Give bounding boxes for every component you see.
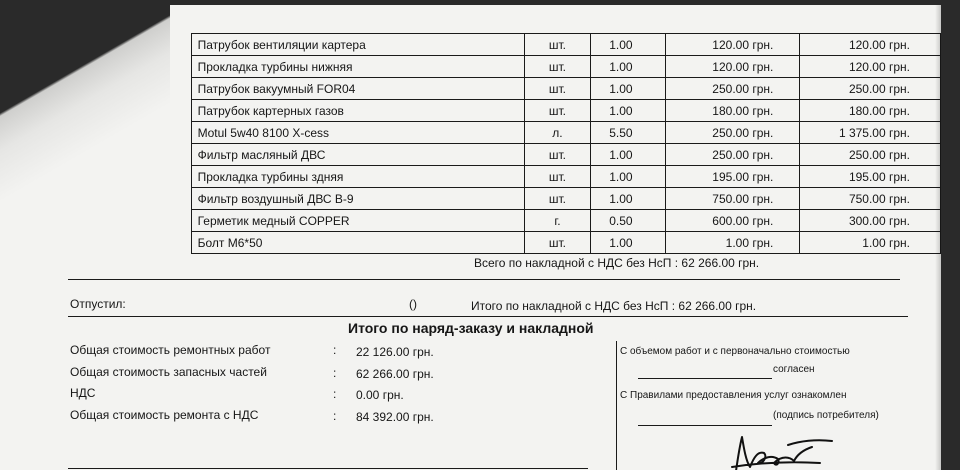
summary-value-works: 22 126.00 грн. (356, 345, 434, 359)
divider-line (68, 279, 900, 280)
item-sum-cell: 250.00 грн. (800, 78, 941, 100)
table-row (68, 122, 941, 144)
row-number-cell (68, 34, 191, 56)
invoice-total-2: Итого по накладной с НДС без НсП : 62 266.00 грн. (471, 299, 757, 313)
summary-value-vat: 0.00 грн. (356, 388, 404, 402)
item-price-cell: 120.00 грн. (665, 34, 799, 56)
item-price-cell: 600.00 грн. (665, 210, 799, 232)
item-qty-cell: 1.00 (591, 34, 666, 56)
handwritten-signature-icon (728, 427, 838, 470)
row-number-cell (68, 100, 191, 122)
signature-line (638, 378, 772, 379)
table-row (68, 210, 941, 232)
item-unit-cell: шт. (524, 144, 591, 166)
item-name-cell: Герметик медный COPPER (191, 210, 524, 232)
paper-sheet (0, 5, 941, 470)
item-sum-cell: 120.00 грн. (800, 56, 941, 78)
item-unit-cell: шт. (524, 188, 591, 210)
item-name-cell: Motul 5w40 8100 X-cess (191, 122, 524, 144)
row-number-cell (68, 232, 191, 254)
item-price-cell: 750.00 грн. (665, 188, 799, 210)
item-qty-cell: 1.00 (591, 232, 666, 254)
summary-colon: : (333, 343, 337, 357)
item-unit-cell: л. (524, 122, 591, 144)
item-unit-cell: шт. (524, 100, 591, 122)
item-sum-cell: 250.00 грн. (800, 144, 941, 166)
item-name-cell: Патрубок вакуумный FOR04 (191, 78, 524, 100)
rules-text: С Правилами предоставления услуг ознакомлен (620, 390, 847, 401)
row-number-cell (68, 56, 191, 78)
item-qty-cell: 1.00 (591, 56, 666, 78)
row-number-cell (68, 78, 191, 100)
table-row (68, 166, 941, 188)
row-number-cell (68, 166, 191, 188)
table-row (68, 188, 941, 210)
table-row (68, 34, 941, 56)
released-paren: () (409, 297, 417, 311)
invoice-total: Всего по накладной с НДС без НсП : 62 266.00 грн. (474, 256, 760, 270)
divider-line (68, 316, 908, 317)
item-name-cell: Болт М6*50 (191, 232, 524, 254)
summary-value-parts: 62 266.00 грн. (356, 367, 434, 381)
table-row (68, 78, 941, 100)
item-unit-cell: г. (524, 210, 591, 232)
item-qty-cell: 0.50 (591, 210, 666, 232)
item-qty-cell: 1.00 (591, 78, 666, 100)
item-name-cell: Патрубок картерных газов (191, 100, 524, 122)
item-sum-cell: 1 375.00 грн. (800, 122, 941, 144)
item-unit-cell: шт. (524, 166, 591, 188)
summary-colon: : (333, 409, 337, 423)
item-price-cell: 250.00 грн. (665, 78, 799, 100)
item-name-cell: Прокладка турбины здняя (191, 166, 524, 188)
summary-title: Итого по наряд-заказу и накладной (348, 320, 594, 336)
table-row (68, 56, 941, 78)
table-row (68, 144, 941, 166)
signature-box-border (616, 341, 617, 470)
item-sum-cell: 195.00 грн. (800, 166, 941, 188)
item-qty-cell: 1.00 (591, 188, 666, 210)
item-qty-cell: 5.50 (591, 122, 666, 144)
summary-colon: : (333, 387, 337, 401)
item-sum-cell: 750.00 грн. (800, 188, 941, 210)
item-price-cell: 120.00 грн. (665, 56, 799, 78)
item-price-cell: 180.00 грн. (665, 100, 799, 122)
item-sum-cell: 300.00 грн. (800, 210, 941, 232)
item-price-cell: 1.00 грн. (665, 232, 799, 254)
item-sum-cell: 120.00 грн. (800, 34, 941, 56)
item-name-cell: Прокладка турбины нижняя (191, 56, 524, 78)
table-row (68, 232, 941, 254)
summary-value-total: 84 392.00 грн. (356, 410, 434, 424)
item-name-cell: Фильтр масляный ДВС (191, 144, 524, 166)
item-unit-cell: шт. (524, 34, 591, 56)
signature-line (638, 425, 772, 426)
summary-label-vat: НДС (70, 386, 96, 400)
summary-colon: : (333, 366, 337, 380)
item-unit-cell: шт. (524, 56, 591, 78)
item-name-cell: Патрубок вентиляции картера (191, 34, 524, 56)
row-number-cell (68, 210, 191, 232)
agreement-text: С объемом работ и с первоначально стоимостью (620, 346, 850, 357)
summary-label-total: Общая стоимость ремонта с НДС (70, 408, 259, 422)
item-sum-cell: 1.00 грн. (800, 232, 941, 254)
bottom-line (68, 468, 588, 469)
item-qty-cell: 1.00 (591, 100, 666, 122)
item-qty-cell: 1.00 (591, 144, 666, 166)
items-table (68, 33, 941, 254)
item-unit-cell: шт. (524, 232, 591, 254)
agreed-text: согласен (773, 364, 815, 375)
row-number-cell (68, 188, 191, 210)
item-sum-cell: 180.00 грн. (800, 100, 941, 122)
released-label: Отпустил: (70, 297, 126, 311)
row-number-cell (68, 122, 191, 144)
table-row (68, 100, 941, 122)
item-price-cell: 250.00 грн. (665, 144, 799, 166)
item-qty-cell: 1.00 (591, 166, 666, 188)
item-name-cell: Фильтр воздушный ДВС В-9 (191, 188, 524, 210)
item-price-cell: 250.00 грн. (665, 122, 799, 144)
summary-label-parts: Общая стоимость запасных частей (70, 365, 267, 379)
summary-label-works: Общая стоимость ремонтных работ (70, 343, 271, 357)
item-unit-cell: шт. (524, 78, 591, 100)
consumer-sign-caption: (подпись потребителя) (773, 410, 879, 421)
item-price-cell: 195.00 грн. (665, 166, 799, 188)
row-number-cell (68, 144, 191, 166)
